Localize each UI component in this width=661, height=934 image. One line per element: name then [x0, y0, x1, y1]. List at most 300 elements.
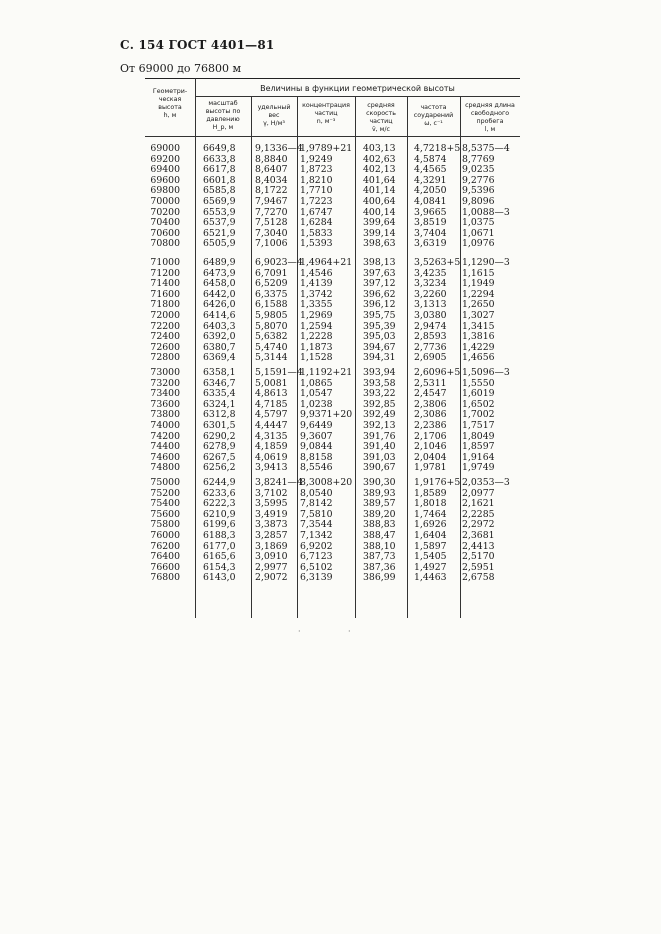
table-cell: 401,14	[363, 185, 396, 197]
table-cell: 3,6319	[414, 238, 447, 250]
table-cell: 6154,3	[203, 561, 236, 573]
altitude-cell: 76600	[150, 561, 180, 573]
table-cell: 3,4919	[255, 508, 288, 520]
altitude-cell: 71600	[150, 288, 180, 300]
altitude-cell: 72000	[150, 310, 180, 321]
table-cell: 8,5546	[300, 462, 333, 474]
table-cell: 5,8070	[255, 320, 288, 332]
table-cell: 6380,7	[203, 341, 236, 353]
atmosphere-table	[145, 78, 520, 618]
column-divider	[407, 96, 408, 618]
table-cell: 391,76	[363, 430, 396, 442]
table-cell: 3,8519	[414, 217, 447, 229]
altitude-cell: 69800	[150, 185, 180, 197]
altitude-cell: 72800	[150, 352, 180, 364]
table-cell: 9,3607	[300, 430, 333, 442]
table-cell: 395,03	[363, 331, 396, 343]
table-cell: 1,4546	[300, 267, 333, 279]
table-cell: 9,9371+20	[300, 409, 353, 421]
table-cell: 3,0380	[414, 310, 447, 321]
altitude-cell: 71000	[150, 257, 180, 268]
table-cell: 9,1336—4	[255, 143, 303, 154]
table-cell: 3,0910	[255, 551, 288, 563]
table-cell: 5,3144	[255, 352, 288, 364]
table-cell: 1,1528	[300, 352, 333, 364]
table-cell: 399,64	[363, 217, 396, 229]
table-cell: 398,13	[363, 257, 396, 268]
table-cell: 390,67	[363, 462, 396, 474]
table-cell: 2,2386	[414, 420, 447, 431]
table-cell: 3,2260	[414, 288, 447, 300]
table-cell: 6165,6	[203, 551, 236, 563]
table-cell: 393,94	[363, 367, 396, 378]
table-cell: 1,9164	[462, 451, 495, 463]
column-divider	[251, 96, 252, 618]
table-cell: 397,12	[363, 278, 396, 290]
table-cell: 3,9665	[414, 206, 447, 218]
altitude-cell: 74600	[150, 451, 180, 463]
table-cell: 2,8593	[414, 331, 447, 343]
table-cell: 7,8142	[300, 498, 333, 510]
table-cell: 2,5951	[462, 561, 495, 573]
altitude-cell: 69000	[150, 143, 180, 154]
altitude-cell: 76000	[150, 530, 180, 541]
table-cell: 6553,9	[203, 206, 236, 218]
table-cell: 6458,0	[203, 278, 236, 290]
altitude-cell: 75000	[150, 477, 180, 488]
table-cell: 390,30	[363, 477, 396, 488]
table-cell: 1,6926	[414, 519, 447, 531]
table-cell: 1,8210	[300, 174, 333, 186]
table-cell: 6,3139	[300, 572, 333, 584]
table-cell: 6,7091	[255, 267, 288, 279]
table-cell: 1,4927	[414, 561, 447, 573]
table-cell: 3,8241—4	[255, 477, 303, 488]
table-cell: 8,4034	[255, 174, 288, 186]
table-cell: 7,9467	[255, 196, 288, 207]
altitude-cell: 74200	[150, 430, 180, 442]
altitude-cell: 72600	[150, 341, 180, 353]
table-cell: 7,1342	[300, 530, 333, 541]
table-cell: 9,0844	[300, 441, 333, 453]
table-cell: 6324,1	[203, 398, 236, 410]
table-cell: 2,0404	[414, 451, 447, 463]
table-cell: 1,9176+5	[414, 477, 461, 488]
table-cell: 1,7464	[414, 508, 447, 520]
table-cell: 9,6449	[300, 420, 333, 431]
header-bottom-rule	[145, 136, 520, 137]
table-cell: 7,3544	[300, 519, 333, 531]
table-cell: 399,14	[363, 227, 396, 239]
table-cell: 1,2650	[462, 299, 495, 311]
table-cell: 6,1588	[255, 299, 288, 311]
table-cell: 2,3681	[462, 530, 495, 541]
table-cell: 6,9202	[300, 540, 333, 552]
table-cell: 388,10	[363, 540, 396, 552]
table-cell: 7,1006	[255, 238, 288, 250]
table-cell: 1,6019	[462, 388, 495, 400]
table-cell: 5,6382	[255, 331, 288, 343]
table-cell: 400,64	[363, 196, 396, 207]
table-cell: 387,73	[363, 551, 396, 563]
table-cell: 6442,0	[203, 288, 236, 300]
table-cell: 402,63	[363, 153, 396, 165]
table-cell: 396,62	[363, 288, 396, 300]
table-cell: 1,3742	[300, 288, 333, 300]
column-header: Геометри- ческая высота h, м	[152, 88, 188, 119]
table-cell: 7,5810	[300, 508, 333, 520]
table-cell: 4,3135	[255, 430, 288, 442]
table-cell: 6489,9	[203, 257, 236, 268]
table-cell: 1,8018	[414, 498, 447, 510]
altitude-cell: 76200	[150, 540, 180, 552]
table-cell: 395,39	[363, 320, 396, 332]
table-cell: 9,5396	[462, 185, 495, 197]
table-cell: 6,5209	[255, 278, 288, 290]
table-cell: 1,2594	[300, 320, 333, 332]
table-cell: 2,9474	[414, 320, 447, 332]
table-cell: 402,13	[363, 164, 396, 176]
table-cell: 8,6407	[255, 164, 288, 176]
table-cell: 6346,7	[203, 377, 236, 389]
table-cell: 6392,0	[203, 331, 236, 343]
table-cell: 2,2972	[462, 519, 495, 531]
table-cell: 1,0375	[462, 217, 495, 229]
table-cell: 389,20	[363, 508, 396, 520]
table-cell: 1,1949	[462, 278, 495, 290]
table-cell: 1,7223	[300, 196, 333, 207]
table-cell: 1,6404	[414, 530, 447, 541]
table-cell: 9,2776	[462, 174, 495, 186]
table-cell: 1,1615	[462, 267, 495, 279]
altitude-cell: 70000	[150, 196, 180, 207]
table-cell: 8,8158	[300, 451, 333, 463]
table-cell: 2,9977	[255, 561, 288, 573]
column-header: масштаб высоты по давлению H_p, м	[205, 100, 241, 131]
table-cell: 2,6905	[414, 352, 447, 364]
table-cell: 392,13	[363, 420, 396, 431]
table-cell: 2,3086	[414, 409, 447, 421]
table-cell: 396,12	[363, 299, 396, 311]
table-cell: 1,9249	[300, 153, 333, 165]
table-cell: 1,2294	[462, 288, 495, 300]
table-cell: 1,5393	[300, 238, 333, 250]
table-cell: 3,3873	[255, 519, 288, 531]
table-cell: 2,1621	[462, 498, 495, 510]
table-cell: 3,1313	[414, 299, 447, 311]
column-divider	[460, 96, 461, 618]
table-cell: 394,31	[363, 352, 396, 364]
table-cell: 1,5833	[300, 227, 333, 239]
table-cell: 2,2285	[462, 508, 495, 520]
altitude-cell: 76400	[150, 551, 180, 563]
column-header: средняя длина свободного пробега l, м	[465, 102, 515, 133]
table-cell: 8,0540	[300, 487, 333, 499]
table-cell: 4,3291	[414, 174, 447, 186]
altitude-cell: 73200	[150, 377, 180, 389]
table-cell: 6426,0	[203, 299, 236, 311]
altitude-cell: 75200	[150, 487, 180, 499]
altitude-cell: 70200	[150, 206, 180, 218]
table-cell: 8,5375—4	[462, 143, 510, 154]
table-cell: 1,1192+21	[300, 367, 353, 378]
altitude-cell: 71800	[150, 299, 180, 311]
table-cell: 7,3040	[255, 227, 288, 239]
table-cell: 400,14	[363, 206, 396, 218]
table-cell: 8,1722	[255, 185, 288, 197]
table-cell: 4,8613	[255, 388, 288, 400]
table-cell: 2,7736	[414, 341, 447, 353]
table-cell: 1,6747	[300, 206, 333, 218]
table-cell: 6210,9	[203, 508, 236, 520]
table-cell: 1,2228	[300, 331, 333, 343]
table-cell: 386,99	[363, 572, 396, 584]
table-cell: 6290,2	[203, 430, 236, 442]
table-cell: 2,9072	[255, 572, 288, 584]
table-cell: 3,5263+5	[414, 257, 461, 268]
table-cell: 1,0976	[462, 238, 495, 250]
altitude-cell: 69400	[150, 164, 180, 176]
table-cell: 1,0088—3	[462, 206, 510, 218]
table-cell: 389,57	[363, 498, 396, 510]
table-cell: 2,0353—3	[462, 477, 510, 488]
column-header: удельный вес γ, Н/м³	[257, 104, 291, 127]
table-cell: 1,4229	[462, 341, 495, 353]
table-cell: 1,4964+21	[300, 257, 353, 268]
column-header: частота соударений ω, с⁻¹	[413, 104, 454, 127]
table-cell: 3,2857	[255, 530, 288, 541]
table-cell: 2,3806	[414, 398, 447, 410]
altitude-cell: 75400	[150, 498, 180, 510]
table-cell: 6,5102	[300, 561, 333, 573]
table-cell: 3,5995	[255, 498, 288, 510]
table-cell: 2,6096+5	[414, 367, 461, 378]
table-cell: 1,2969	[300, 310, 333, 321]
table-cell: 3,7404	[414, 227, 447, 239]
table-cell: 4,2050	[414, 185, 447, 197]
table-cell: 1,4463	[414, 572, 447, 584]
table-cell: 6585,8	[203, 185, 236, 197]
table-cell: 8,3008+20	[300, 477, 353, 488]
table-cell: 6,7123	[300, 551, 333, 563]
table-cell: 6222,3	[203, 498, 236, 510]
altitude-cell: 72400	[150, 331, 180, 343]
column-header: концентрация частиц n, м⁻³	[302, 102, 350, 125]
table-cell: 3,4235	[414, 267, 447, 279]
table-cell: 6301,5	[203, 420, 236, 431]
table-cell: 1,7710	[300, 185, 333, 197]
table-cell: 3,3234	[414, 278, 447, 290]
scan-dot: ·	[348, 627, 351, 636]
page-header: С. 154 ГОСТ 4401—81	[120, 38, 275, 52]
table-cell: 6369,4	[203, 352, 236, 364]
column-header: средняя скорость частиц v̄, м/с	[366, 102, 396, 133]
table-cell: 1,7517	[462, 420, 495, 431]
table-cell: 1,9749	[462, 462, 495, 474]
altitude-cell: 74000	[150, 420, 180, 431]
table-cell: 9,0235	[462, 164, 495, 176]
table-cell: 6403,3	[203, 320, 236, 332]
altitude-cell: 73000	[150, 367, 180, 378]
table-cell: 2,1046	[414, 441, 447, 453]
table-cell: 6,9023—4	[255, 257, 303, 268]
table-cell: 1,0238	[300, 398, 333, 410]
column-divider	[195, 78, 196, 618]
table-cell: 398,63	[363, 238, 396, 250]
table-cell: 387,36	[363, 561, 396, 573]
table-cell: 7,5128	[255, 217, 288, 229]
group-header: Величины в функции геометрической высоты	[260, 84, 455, 93]
altitude-cell: 73400	[150, 388, 180, 400]
table-cell: 6569,9	[203, 196, 236, 207]
altitude-cell: 71400	[150, 278, 180, 290]
table-cell: 1,4656	[462, 352, 495, 364]
table-cell: 1,6284	[300, 217, 333, 229]
table-cell: 3,7102	[255, 487, 288, 499]
table-cell: 4,1859	[255, 441, 288, 453]
table-cell: 5,9805	[255, 310, 288, 321]
table-cell: 6,3375	[255, 288, 288, 300]
table-cell: 6143,0	[203, 572, 236, 584]
table-cell: 1,9789+21	[300, 143, 353, 154]
table-cell: 4,7185	[255, 398, 288, 410]
table-cell: 1,1873	[300, 341, 333, 353]
table-cell: 4,0841	[414, 196, 447, 207]
table-cell: 397,63	[363, 267, 396, 279]
table-cell: 6335,4	[203, 388, 236, 400]
table-cell: 1,3816	[462, 331, 495, 343]
column-divider	[355, 96, 356, 618]
table-cell: 1,5897	[414, 540, 447, 552]
table-cell: 5,1591—4	[255, 367, 303, 378]
table-cell: 6521,9	[203, 227, 236, 239]
table-cell: 6414,6	[203, 310, 236, 321]
table-cell: 2,6758	[462, 572, 495, 584]
table-cell: 3,9413	[255, 462, 288, 474]
altitude-cell: 75600	[150, 508, 180, 520]
altitude-cell: 76800	[150, 572, 180, 584]
table-cell: 6537,9	[203, 217, 236, 229]
table-cell: 392,85	[363, 398, 396, 410]
table-cell: 1,1290—3	[462, 257, 510, 268]
table-cell: 2,4413	[462, 540, 495, 552]
table-cell: 2,4547	[414, 388, 447, 400]
table-cell: 6617,8	[203, 164, 236, 176]
table-cell: 1,0547	[300, 388, 333, 400]
table-cell: 6188,3	[203, 530, 236, 541]
altitude-cell: 72200	[150, 320, 180, 332]
altitude-cell: 69200	[150, 153, 180, 165]
table-cell: 6199,6	[203, 519, 236, 531]
table-cell: 1,8049	[462, 430, 495, 442]
altitude-cell: 74400	[150, 441, 180, 453]
table-cell: 6505,9	[203, 238, 236, 250]
table-cell: 9,8096	[462, 196, 495, 207]
table-cell: 6256,2	[203, 462, 236, 474]
table-cell: 388,47	[363, 530, 396, 541]
table-cell: 393,22	[363, 388, 396, 400]
table-cell: 6233,6	[203, 487, 236, 499]
table-cell: 4,0619	[255, 451, 288, 463]
table-cell: 6633,8	[203, 153, 236, 165]
table-cell: 2,0977	[462, 487, 495, 499]
column-divider	[297, 96, 298, 618]
table-top-rule	[145, 78, 520, 79]
table-cell: 403,13	[363, 143, 396, 154]
table-cell: 2,1706	[414, 430, 447, 442]
table-cell: 1,5096—3	[462, 367, 510, 378]
table-cell: 3,1869	[255, 540, 288, 552]
table-cell: 1,8597	[462, 441, 495, 453]
table-cell: 392,49	[363, 409, 396, 421]
table-cell: 6177,0	[203, 540, 236, 552]
table-cell: 1,8589	[414, 487, 447, 499]
group-header-rule	[195, 96, 520, 97]
table-cell: 391,03	[363, 451, 396, 463]
table-cell: 2,5311	[414, 377, 447, 389]
table-cell: 4,7218+5	[414, 143, 461, 154]
table-cell: 395,75	[363, 310, 396, 321]
table-cell: 5,0081	[255, 377, 288, 389]
table-cell: 6649,8	[203, 143, 236, 154]
altitude-range-caption: От 69000 до 76800 м	[120, 62, 242, 75]
table-cell: 4,4565	[414, 164, 447, 176]
table-cell: 1,9781	[414, 462, 447, 474]
table-cell: 6358,1	[203, 367, 236, 378]
altitude-cell: 71200	[150, 267, 180, 279]
table-cell: 4,4447	[255, 420, 288, 431]
table-cell: 5,4740	[255, 341, 288, 353]
table-cell: 2,5170	[462, 551, 495, 563]
altitude-cell: 70600	[150, 227, 180, 239]
table-cell: 8,8840	[255, 153, 288, 165]
table-cell: 1,7002	[462, 409, 495, 421]
altitude-cell: 70800	[150, 238, 180, 250]
table-cell: 1,8723	[300, 164, 333, 176]
altitude-cell: 73600	[150, 398, 180, 410]
altitude-cell: 74800	[150, 462, 180, 474]
table-cell: 1,0671	[462, 227, 495, 239]
table-cell: 1,3415	[462, 320, 495, 332]
table-cell: 4,5874	[414, 153, 447, 165]
table-cell: 1,3027	[462, 310, 495, 321]
table-cell: 1,5405	[414, 551, 447, 563]
scan-dot: ·	[298, 627, 301, 636]
altitude-cell: 70400	[150, 217, 180, 229]
table-cell: 388,83	[363, 519, 396, 531]
table-cell: 7,7270	[255, 206, 288, 218]
table-cell: 8,7769	[462, 153, 495, 165]
altitude-cell: 69600	[150, 174, 180, 186]
table-cell: 1,0865	[300, 377, 333, 389]
table-cell: 1,3355	[300, 299, 333, 311]
table-cell: 394,67	[363, 341, 396, 353]
table-cell: 393,58	[363, 377, 396, 389]
table-cell: 401,64	[363, 174, 396, 186]
altitude-cell: 75800	[150, 519, 180, 531]
table-cell: 6601,8	[203, 174, 236, 186]
table-cell: 6473,9	[203, 267, 236, 279]
table-cell: 4,5797	[255, 409, 288, 421]
altitude-cell: 73800	[150, 409, 180, 421]
table-cell: 1,5550	[462, 377, 495, 389]
table-cell: 389,93	[363, 487, 396, 499]
table-cell: 391,40	[363, 441, 396, 453]
table-cell: 1,6502	[462, 398, 495, 410]
table-cell: 1,4139	[300, 278, 333, 290]
table-cell: 6278,9	[203, 441, 236, 453]
table-cell: 6244,9	[203, 477, 236, 488]
